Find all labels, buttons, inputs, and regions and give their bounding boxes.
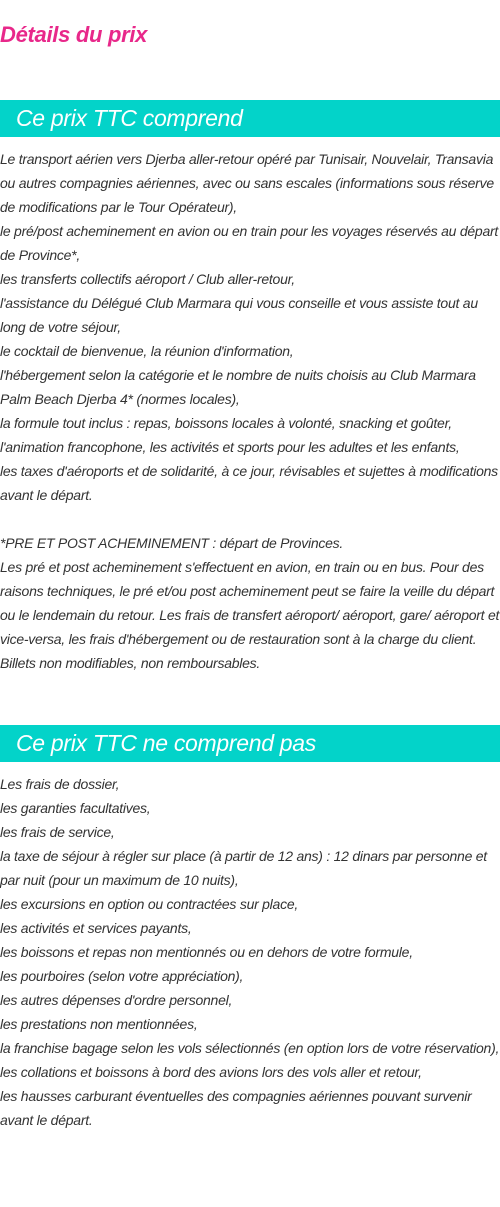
excluded-section-header	[0, 725, 500, 762]
included-list	[0, 147, 500, 507]
list-item: les hausses carburant éventuelles des compagnies aériennes pouvant survenir avant le départ.	[0, 1088, 472, 1128]
list-item: le cocktail de bienvenue, la réunion d'information,	[0, 343, 294, 359]
list-item: l'assistance du Délégué Club Marmara qui vous conseille et vous assiste tout au long de votre séjour,	[0, 295, 478, 335]
list-item: les transferts collectifs aéroport / Club aller-retour,	[0, 271, 295, 287]
list-item: l'animation francophone, les activités et sports pour les adultes et les enfants,	[0, 439, 460, 455]
list-item: Le transport aérien vers Djerba aller-retour opéré par Tunisair, Nouvelair, Transavia ou autres compagnies aériennes, avec ou sans escales (informations sous réserve de modifications par le Tour Opérateur),	[0, 151, 494, 215]
note-text: Les pré et post acheminement s'effectuent en avion, en train ou en bus. Pour des raisons techniques, le pré et/ou post acheminement peut se faire la veille du départ ou le lendemain du retour. Les frais de transfert aéroport/ aéroport, gare/ aéroport et vice-versa, les frais d'hébergement ou de restauration sont à la charge du client. Billets non modifiables, non remboursables.	[0, 559, 500, 671]
list-item: les taxes d'aéroports et de solidarité, à ce jour, révisables et sujettes à modifications avant le départ.	[0, 463, 498, 503]
list-item: les prestations non mentionnées,	[0, 1016, 198, 1032]
list-item: la formule tout inclus : repas, boissons locales à volonté, snacking et goûter,	[0, 415, 452, 431]
note-title: *PRE ET POST ACHEMINEMENT : départ de Provinces.	[0, 535, 344, 551]
excluded-heading: Ce prix TTC ne comprend pas	[16, 730, 316, 756]
list-item: les frais de service,	[0, 824, 115, 840]
page-title: Détails du prix	[0, 22, 148, 47]
transfer-note	[0, 531, 500, 675]
list-item: les boissons et repas non mentionnés ou en dehors de votre formule,	[0, 944, 413, 960]
list-item: les activités et services payants,	[0, 920, 192, 936]
list-item: l'hébergement selon la catégorie et le nombre de nuits choisis au Club Marmara Palm Beach Djerba 4* (normes locales),	[0, 367, 476, 407]
list-item: les collations et boissons à bord des avions lors des vols aller et retour,	[0, 1064, 422, 1080]
list-item: les autres dépenses d'ordre personnel,	[0, 992, 233, 1008]
list-item: Les frais de dossier,	[0, 776, 120, 792]
list-item: les garanties facultatives,	[0, 800, 151, 816]
included-section-header	[0, 100, 500, 137]
list-item: la taxe de séjour à régler sur place (à partir de 12 ans) : 12 dinars par personne et par nuit (pour un maximum de 10 nuits),	[0, 848, 487, 888]
excluded-list	[0, 772, 500, 1132]
list-item: les pourboires (selon votre appréciation),	[0, 968, 244, 984]
list-item: le pré/post acheminement en avion ou en train pour les voyages réservés au départ de Province*,	[0, 223, 499, 263]
list-item: les excursions en option ou contractées sur place,	[0, 896, 299, 912]
included-heading: Ce prix TTC comprend	[16, 105, 243, 131]
list-item: la franchise bagage selon les vols sélectionnés (en option lors de votre réservation),	[0, 1040, 500, 1056]
